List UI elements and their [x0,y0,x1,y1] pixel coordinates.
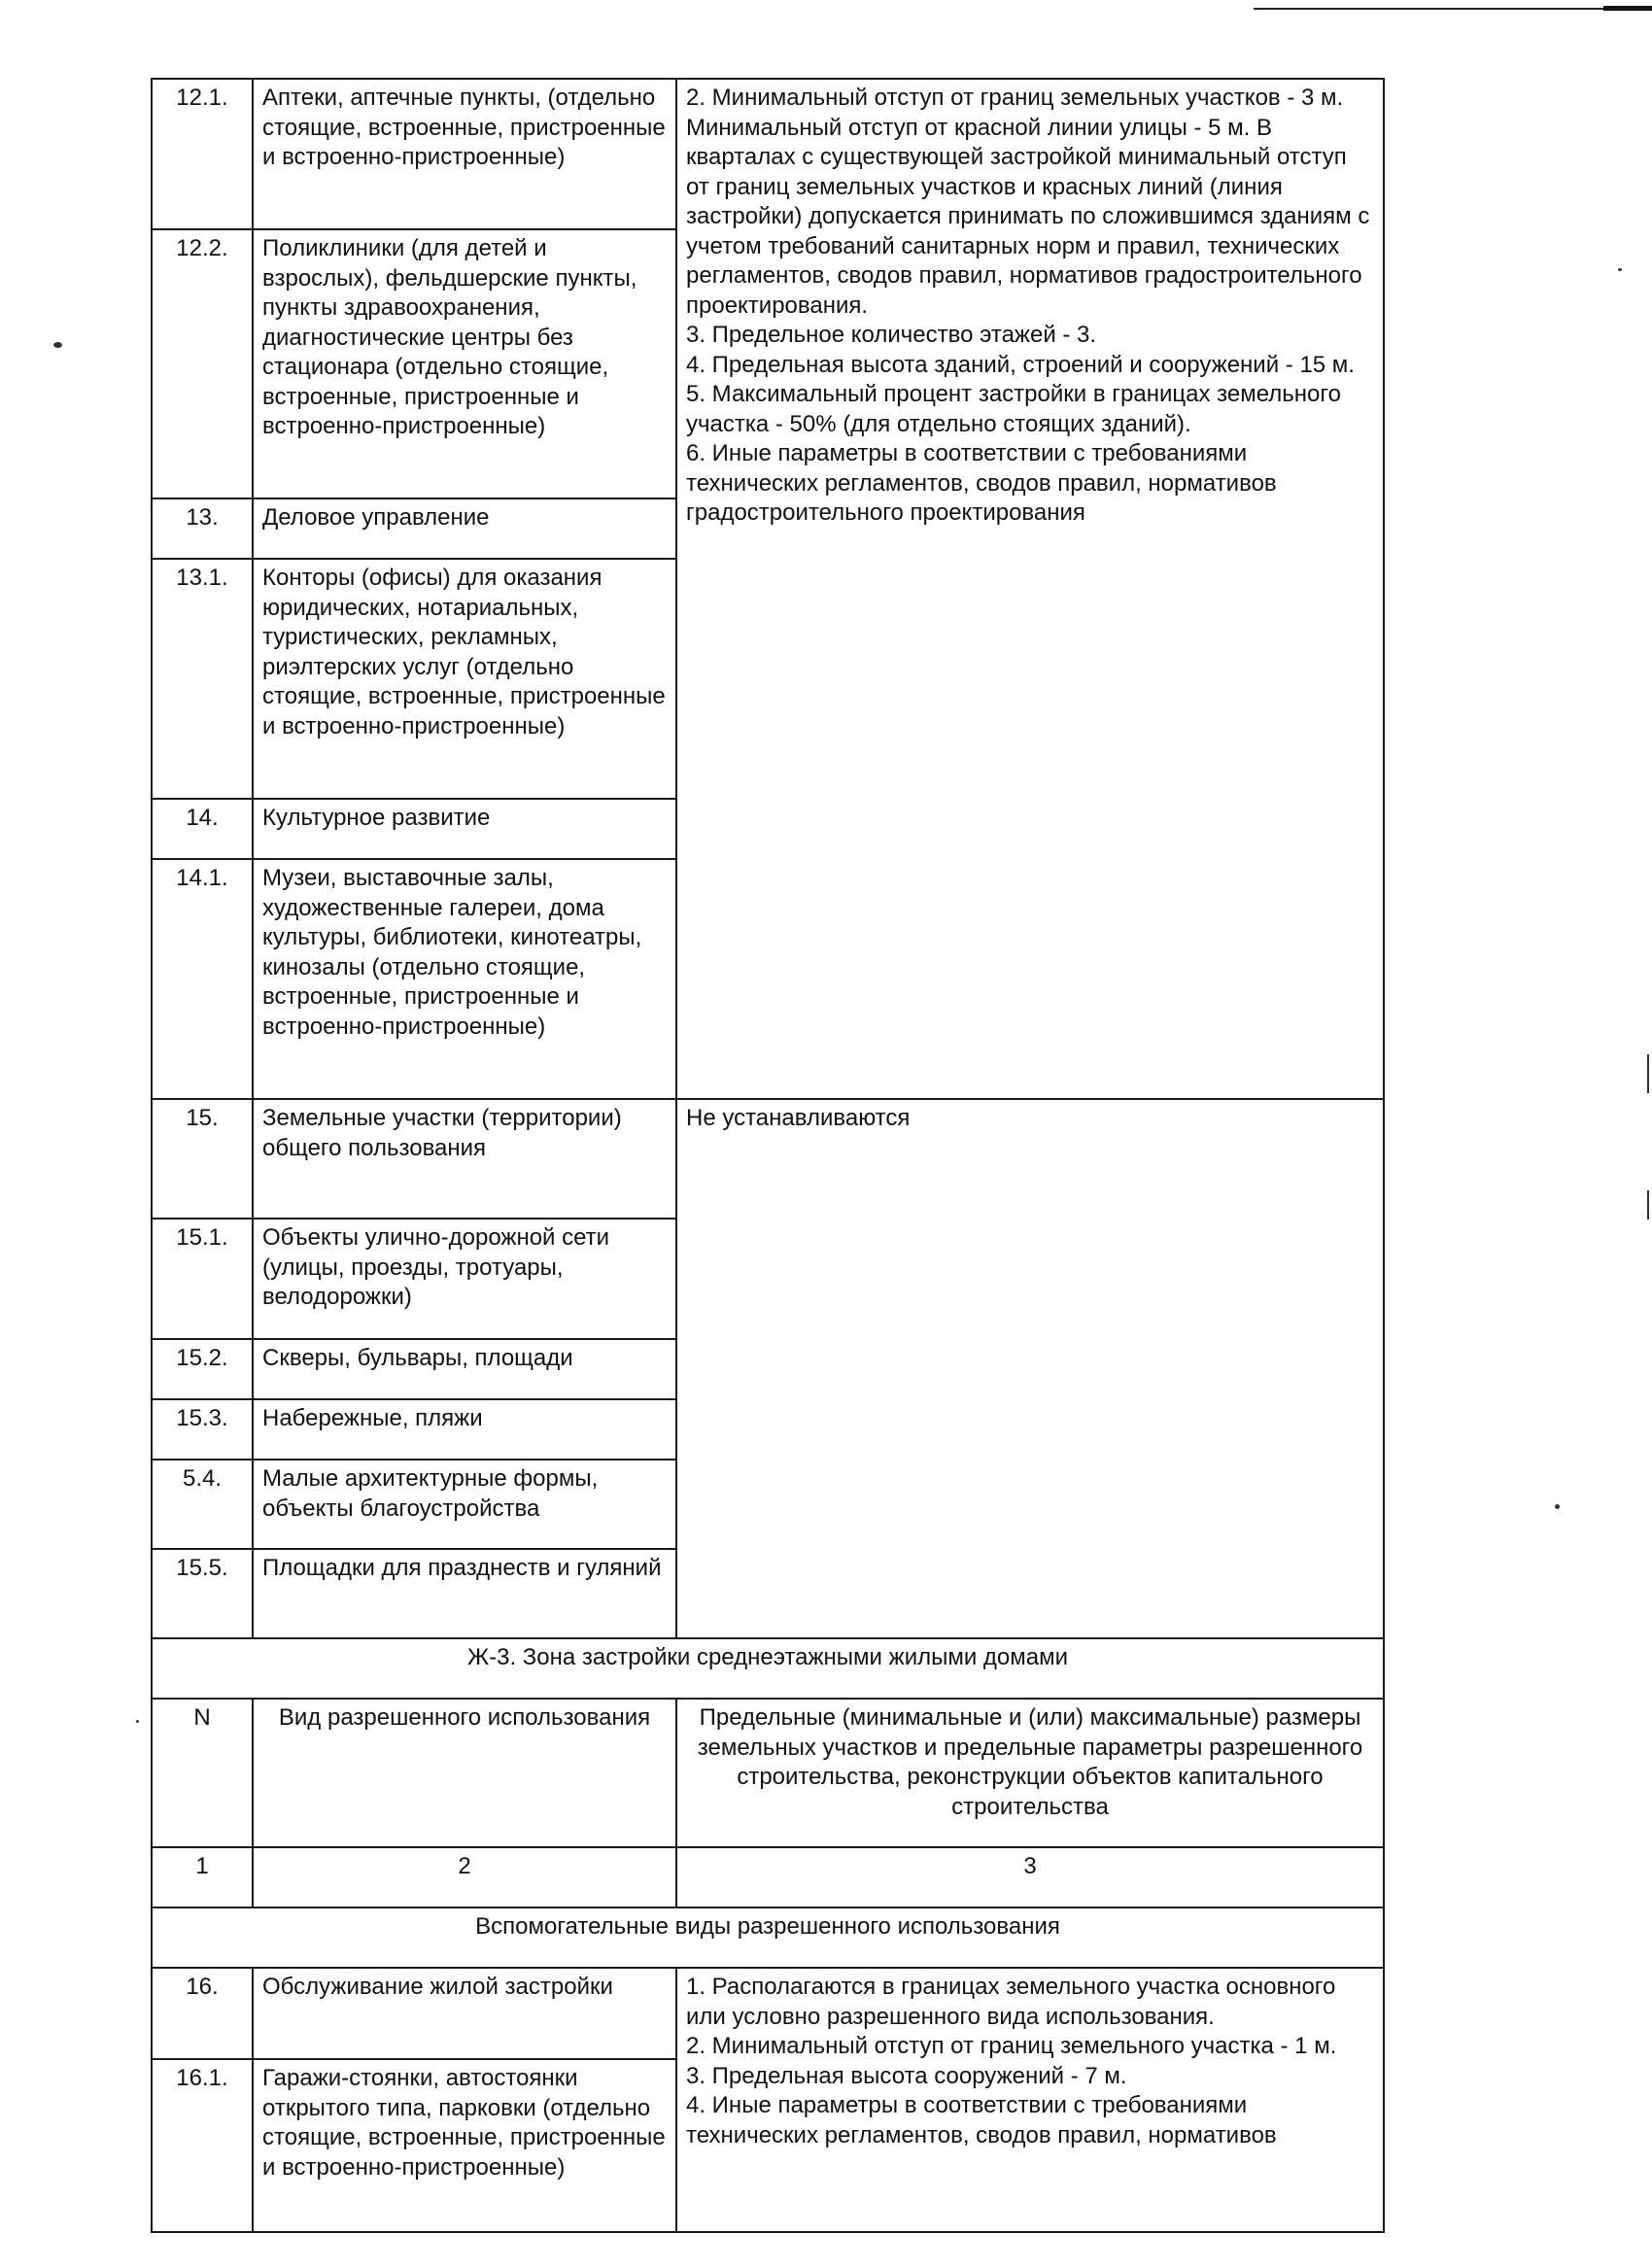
row-number: 15.3. [152,1399,253,1460]
row-label: Аптеки, аптечные пункты, (отдельно стоящие, встроенные, пристроенные и встроенно-пристроенные) [253,79,676,229]
column-number-row [152,1847,1384,1907]
table-row [152,79,1384,229]
row-label: Набережные, пляжи [253,1399,676,1460]
header-parameters: Предельные (минимальные и (или) максимальные) размеры земельных участков и предельные параметры разрешенного строительства, реконструкции объектов капитального строительства [676,1699,1384,1847]
row-label: Культурное развитие [253,799,676,859]
scan-speck [53,342,62,348]
header-number: N [152,1699,253,1847]
scan-edge-line [1254,8,1652,10]
row-label: Малые архитектурные формы, объекты благоустройства [253,1460,676,1549]
table-row [152,1968,1384,2059]
scan-margin-mark [1647,1190,1649,1220]
row-number: 15.2. [152,1339,253,1399]
row-number: 12.2. [152,229,253,498]
row-number: 16. [152,1968,253,2059]
column-number: 1 [152,1847,253,1907]
row-number: 14. [152,799,253,859]
column-number: 2 [253,1847,676,1907]
scan-speck [136,1720,139,1723]
row-label: Объекты улично-дорожной сети (улицы, проезды, тротуары, велодорожки) [253,1219,676,1339]
section-title: Вспомогательные виды разрешенного использования [152,1907,1384,1968]
row-number: 12.1. [152,79,253,229]
row-label: Деловое управление [253,498,676,559]
header-row [152,1699,1384,1847]
scan-speck [1555,1504,1560,1509]
scan-edge-mark [1603,6,1652,11]
row-number: 13. [152,498,253,559]
row-label: Поликлиники (для детей и взрослых), фельдшерские пункты, пункты здравоохранения, диагностические центры без стационара (отдельно стоящие, встроенные, пристроенные и встроенно-пристроенные) [253,229,676,498]
row-label: Скверы, бульвары, площади [253,1339,676,1399]
scan-margin-mark [1647,1054,1649,1093]
header-usage-type: Вид разрешенного использования [253,1699,676,1847]
section-title-row [152,1907,1384,1968]
zone-title-row [152,1638,1384,1699]
row-number: 15.5. [152,1549,253,1638]
row-number: 13.1. [152,559,253,799]
row-label: Площадки для празднеств и гуляний [253,1549,676,1638]
row-number: 15.1. [152,1219,253,1339]
row-label: Музеи, выставочные залы, художественные галереи, дома культуры, библиотеки, кинотеатры, кинозалы (отдельно стоящие, встроенные, пристроенные и встроенно-пристроенные) [253,859,676,1099]
row-number: 15. [152,1099,253,1219]
row-number: 5.4. [152,1460,253,1549]
column-number: 3 [676,1847,1384,1907]
row-number: 14.1. [152,859,253,1099]
parameters-cell: Не устанавливаются [676,1099,1384,1638]
scan-speck [1618,268,1622,271]
row-label: Земельные участки (территории) общего пользования [253,1099,676,1219]
parameters-cell: 1. Располагаются в границах земельного участка основного или условно разрешенного вида использования. 2. Минимальный отступ от границ земельного участка - 1 м. 3. Предельная высота сооружений - 7 м. 4. Иные параметры в соответствии с требованиями технических регламентов, сводов правил, нормативов [676,1968,1384,2232]
zone-title: Ж-3. Зона застройки среднеэтажными жилыми домами [152,1638,1384,1699]
row-number: 16.1. [152,2059,253,2232]
parameters-cell: 2. Минимальный отступ от границ земельных участков - 3 м. Минимальный отступ от красной линии улицы - 5 м. В кварталах с существующей застройкой минимальный отступ от границ земельных участков и красных линий (линия застройки) допускается принимать по сложившимся зданиям с учетом требований санитарных норм и правил, технических регламентов, сводов правил, нормативов градостроительного проектирования. 3. Предельное количество этажей - 3. 4. Предельная высота зданий, строений и сооружений - 15 м. 5. Максимальный процент застройки в границах земельного участка - 50% (для отдельно стоящих зданий). 6. Иные параметры в соответствии с требованиями технических регламентов, сводов правил, нормативов градостроительного проектирования [676,79,1384,1099]
row-label: Гаражи-стоянки, автостоянки открытого типа, парковки (отдельно стоящие, встроенные, пристроенные и встроенно-пристроенные) [253,2059,676,2232]
row-label: Конторы (офисы) для оказания юридических, нотариальных, туристических, рекламных, риэлтерских услуг (отдельно стоящие, встроенные, пристроенные и встроенно-пристроенные) [253,559,676,799]
row-label: Обслуживание жилой застройки [253,1968,676,2059]
table-row [152,1099,1384,1219]
zoning-table [151,78,1385,2233]
